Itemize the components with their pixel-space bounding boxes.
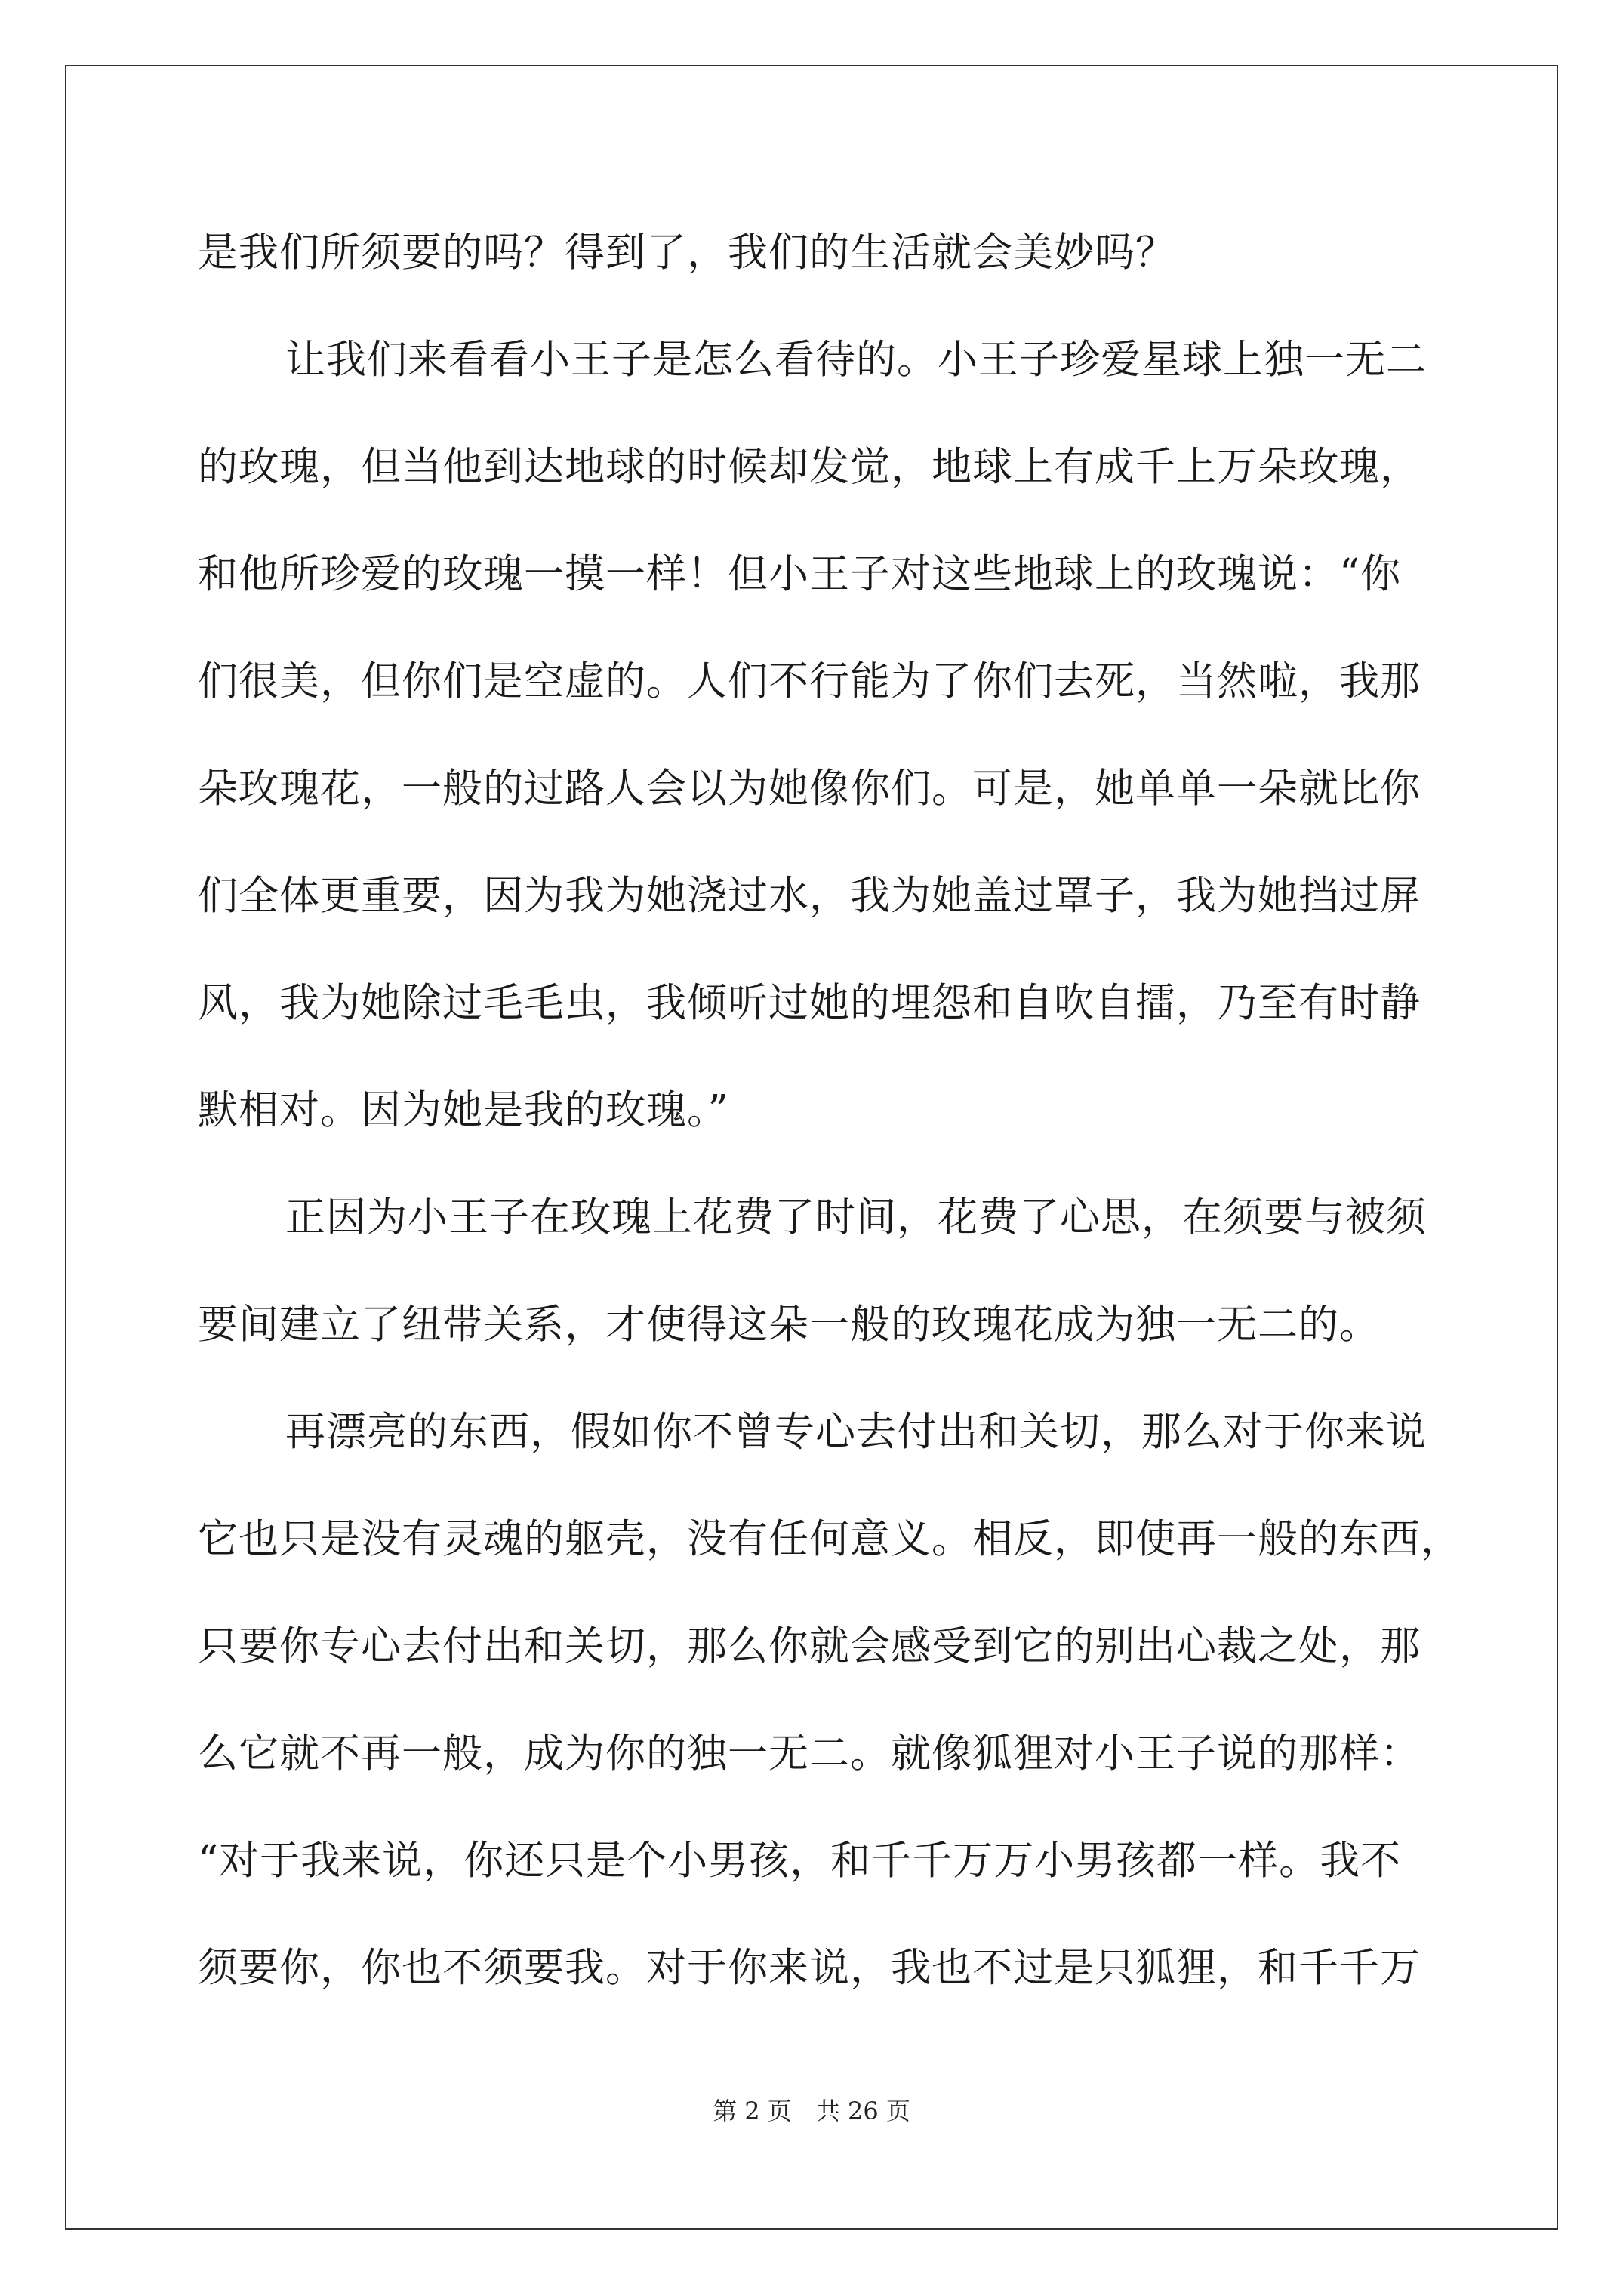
text-line: 默相对。因为她是我的玫瑰。” [198,1087,729,1133]
text-line: 再漂亮的东西，假如你不曾专心去付出和关切，那么对于你来说 [285,1409,1427,1455]
text-line: 让我们来看看小王子是怎么看待的。小王子珍爱星球上独一无二 [285,337,1427,383]
text-line: 朵玫瑰花，一般的过路人会以为她像你们。可是，她单单一朵就比你 [198,766,1421,812]
text-line: 们很美，但你们是空虚的。人们不行能为了你们去死，当然啦，我那 [198,658,1421,704]
text-line: “对于我来说，你还只是个小男孩，和千千万万小男孩都一样。我不 [198,1838,1402,1884]
page-total: 共 26 页 [815,2097,910,2125]
text-line: 和他所珍爱的玫瑰一摸一样！但小王子对这些地球上的玫瑰说：“你 [198,551,1402,597]
page-number: 第 2 页 [713,2097,792,2125]
page-footer [0,2096,1623,2126]
text-line: 么它就不再一般，成为你的独一无二。就像狐狸对小王子说的那样： [198,1730,1421,1777]
text-line: 它也只是没有灵魂的躯壳，没有任何意义。相反，即使再一般的东西， [198,1516,1461,1562]
text-line: 只要你专心去付出和关切，那么你就会感受到它的别出心裁之处，那 [198,1623,1421,1669]
text-line: 的玫瑰，但当他到达地球的时候却发觉，地球上有成千上万朵玫瑰， [198,444,1421,490]
text-line: 是我们所须要的吗？得到了，我们的生活就会美妙吗？ [198,230,1176,276]
text-line: 风，我为她除过毛毛虫，我倾听过她的埋怨和自吹自擂，乃至有时静 [198,980,1421,1026]
text-line: 须要你，你也不须要我。对于你来说，我也不过是只狐狸，和千千万 [198,1945,1421,1991]
document-body [198,199,1461,2022]
text-line: 要间建立了纽带关系，才使得这朵一般的玫瑰花成为独一无二的。 [198,1302,1380,1348]
text-line: 们全体更重要，因为我为她浇过水，我为她盖过罩子，我为她挡过屏 [198,873,1421,919]
text-line: 正因为小王子在玫瑰上花费了时间，花费了心思，在须要与被须 [285,1194,1427,1240]
